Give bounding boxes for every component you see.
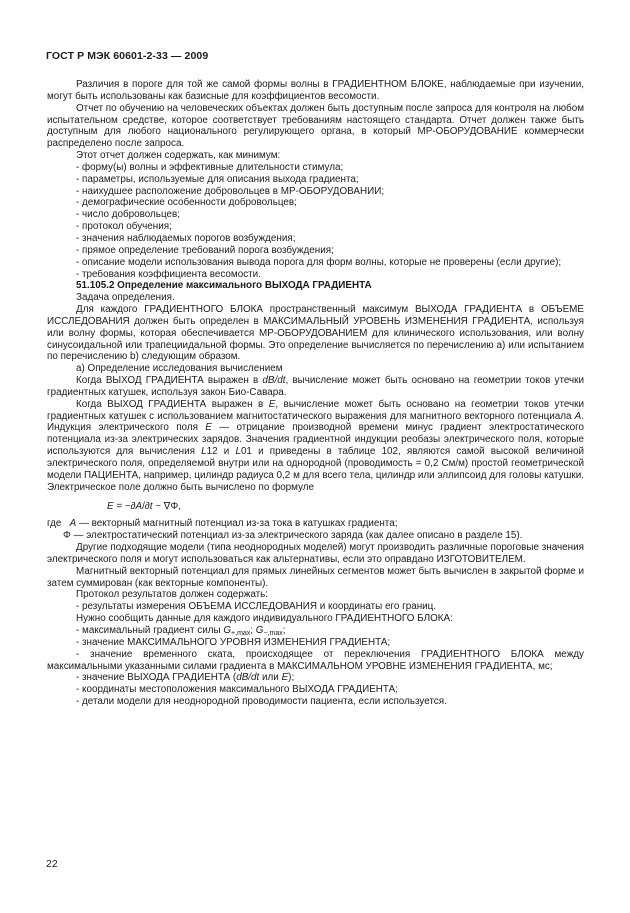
list-item: - значение ВЫХОДА ГРАДИЕНТА (dB/dt или E); <box>76 672 295 684</box>
list-item: - детали модели для неоднородной проводимости пациента, если используется. <box>76 696 447 708</box>
list-item: - максимальный градиент силы $G_{+,max}$; $G_{-,max}$; <box>76 624 286 637</box>
list-item: - координаты местоположения максимального ВЫХОДА ГРАДИЕНТА; <box>76 684 398 696</box>
paragraph: Нужно сообщить данные для каждого индивидуального ГРАДИЕНТНОГО БЛОКА: <box>76 613 453 625</box>
list-item: - требования коэффициента весомости. <box>76 268 261 280</box>
list-item: - число добровольцев; <box>76 209 180 221</box>
list-item: - значение временного ската, происходящее от переключения ГРАДИЕНТНОГО БЛОКА между максимальными указанными силами градиента в МАКСИМАЛЬНОМ УРОВНЕ ИЗМЕНЕНИЯ ГРАДИЕНТА, мс; <box>47 648 584 672</box>
list-item: - форму(ы) волны и эффективные длительности стимула; <box>76 161 344 173</box>
paragraph: Когда ВЫХОД ГРАДИЕНТА выражен в dB/dt, вычисление может быть основано на геометрии токов утечки градиентных катушек, используя закон Био-Савара. <box>47 375 585 398</box>
paragraph: Этот отчет должен содержать, как минимум: <box>76 150 281 162</box>
document-body <box>47 79 584 708</box>
where-clause: Φ — электростатический потенциал из-за электрического заряда (как далее описано в разделе 15). <box>63 530 523 542</box>
list-item: - описание модели использования вывода порога для форм волны, которые не проверены (если другие); <box>76 256 562 268</box>
page-number: 22 <box>46 858 58 870</box>
paragraph: а) Определение исследования вычислением <box>76 363 283 375</box>
list-item: - значение МАКСИМАЛЬНОГО УРОВНЯ ИЗМЕНЕНИЯ ГРАДИЕНТА; <box>76 636 391 648</box>
where-clause: где A — векторный магнитный потенциал из-за тока в катушках градиента; <box>47 518 398 530</box>
list-item: - прямое определение требований порога возбуждения; <box>76 244 334 256</box>
section-heading: 51.105.2 Определение максимального ВЫХОДА ГРАДИЕНТА <box>76 280 372 292</box>
page-header: ГОСТ Р МЭК 60601-2-33 — 2009 <box>46 50 209 62</box>
paragraph: Задача определения. <box>76 292 175 304</box>
list-item: - результаты измерения ОБЪЕМА ИССЛЕДОВАНИЯ и координаты его границ. <box>76 601 437 613</box>
list-item: - параметры, используемые для описания выхода градиента; <box>76 173 359 185</box>
list-item: - демографические особенности добровольцев; <box>76 197 297 209</box>
list-item: - протокол обучения; <box>76 221 172 233</box>
paragraph: Когда ВЫХОД ГРАДИЕНТА выражен в E, вычисление может быть основано на геометрии токов утечки градиентных катушек с использованием магнитостатического выражения для магнитного векторного потенциала A. Индукция электрического поля E — отрицание производной времени минус градиент электростатического потенциала из-за электрических зарядов. Значения градиентной индукции реобазы электрического поля, которые используются для вычисления L12 и L01 и приведены в таблице 102, являются самой высокой величиной электрического поля, определяемой внутри или на однородной (проводимость = 0,2 См/м) простой геометрической модели ПАЦИЕНТА, например, цилиндр радиуса 0,2 м для всего тела, цилиндр или эллипсоид для головы катушки. Электрическое поле должно быть вычислено по формуле <box>47 398 585 493</box>
list-item: - наихудшее расположение добровольцев в МР-ОБОРУДОВАНИИ; <box>76 185 385 197</box>
paragraph: Протокол результатов должен содержать: <box>76 589 269 601</box>
paragraph: Магнитный векторный потенциал для прямых линейных сегментов может быть вычислен в закрытой форме и затем суммирован (как векторные компоненты). <box>47 565 584 589</box>
paragraph: Различия в пороге для той же самой формы волны в ГРАДИЕНТНОМ БЛОКЕ, наблюдаемые при изучении, могут быть использованы как базисные для коэффициентов весомости. <box>47 79 584 102</box>
paragraph: Отчет по обучению на человеческих объектах должен быть доступным после запроса для контроля на любом испытательном средстве, которое соответствует требованиям настоящего стандарта. Отчет должен также быть доступным для любого национального регулирующего органа, в который МР-ОБОРУДОВАНИЕ коммерчески распределено после запроса. <box>47 102 584 150</box>
paragraph: Для каждого ГРАДИЕНТНОГО БЛОКА пространственный максимум ВЫХОДА ГРАДИЕНТА в ОБЪЕМЕ ИССЛЕДОВАНИЯ должен быть определен в МАКСИМАЛЬНЫЙ УРОВЕНЬ ИЗМЕНЕНИЯ ГРАДИЕНТА, используя или волну формы, которая обеспечивается МР-ОБОРУДОВАНИЕМ для клинического использования, или волну синусоидальной или трапециидальной формы. Это определение вычисляется по перечислению а) или испытанием по перечислению b) следующим образом. <box>47 304 584 363</box>
list-item: - значения наблюдаемых порогов возбуждения; <box>76 232 296 244</box>
formula: E = −∂A/∂t − ∇Φ, <box>107 500 181 512</box>
paragraph: Другие подходящие модели (типа неоднородных моделей) могут производить различные пороговые значения электрического поля и могут использоваться как альтернативы, если это оправдано ИЗГОТОВИТЕЛЕМ. <box>47 542 584 565</box>
